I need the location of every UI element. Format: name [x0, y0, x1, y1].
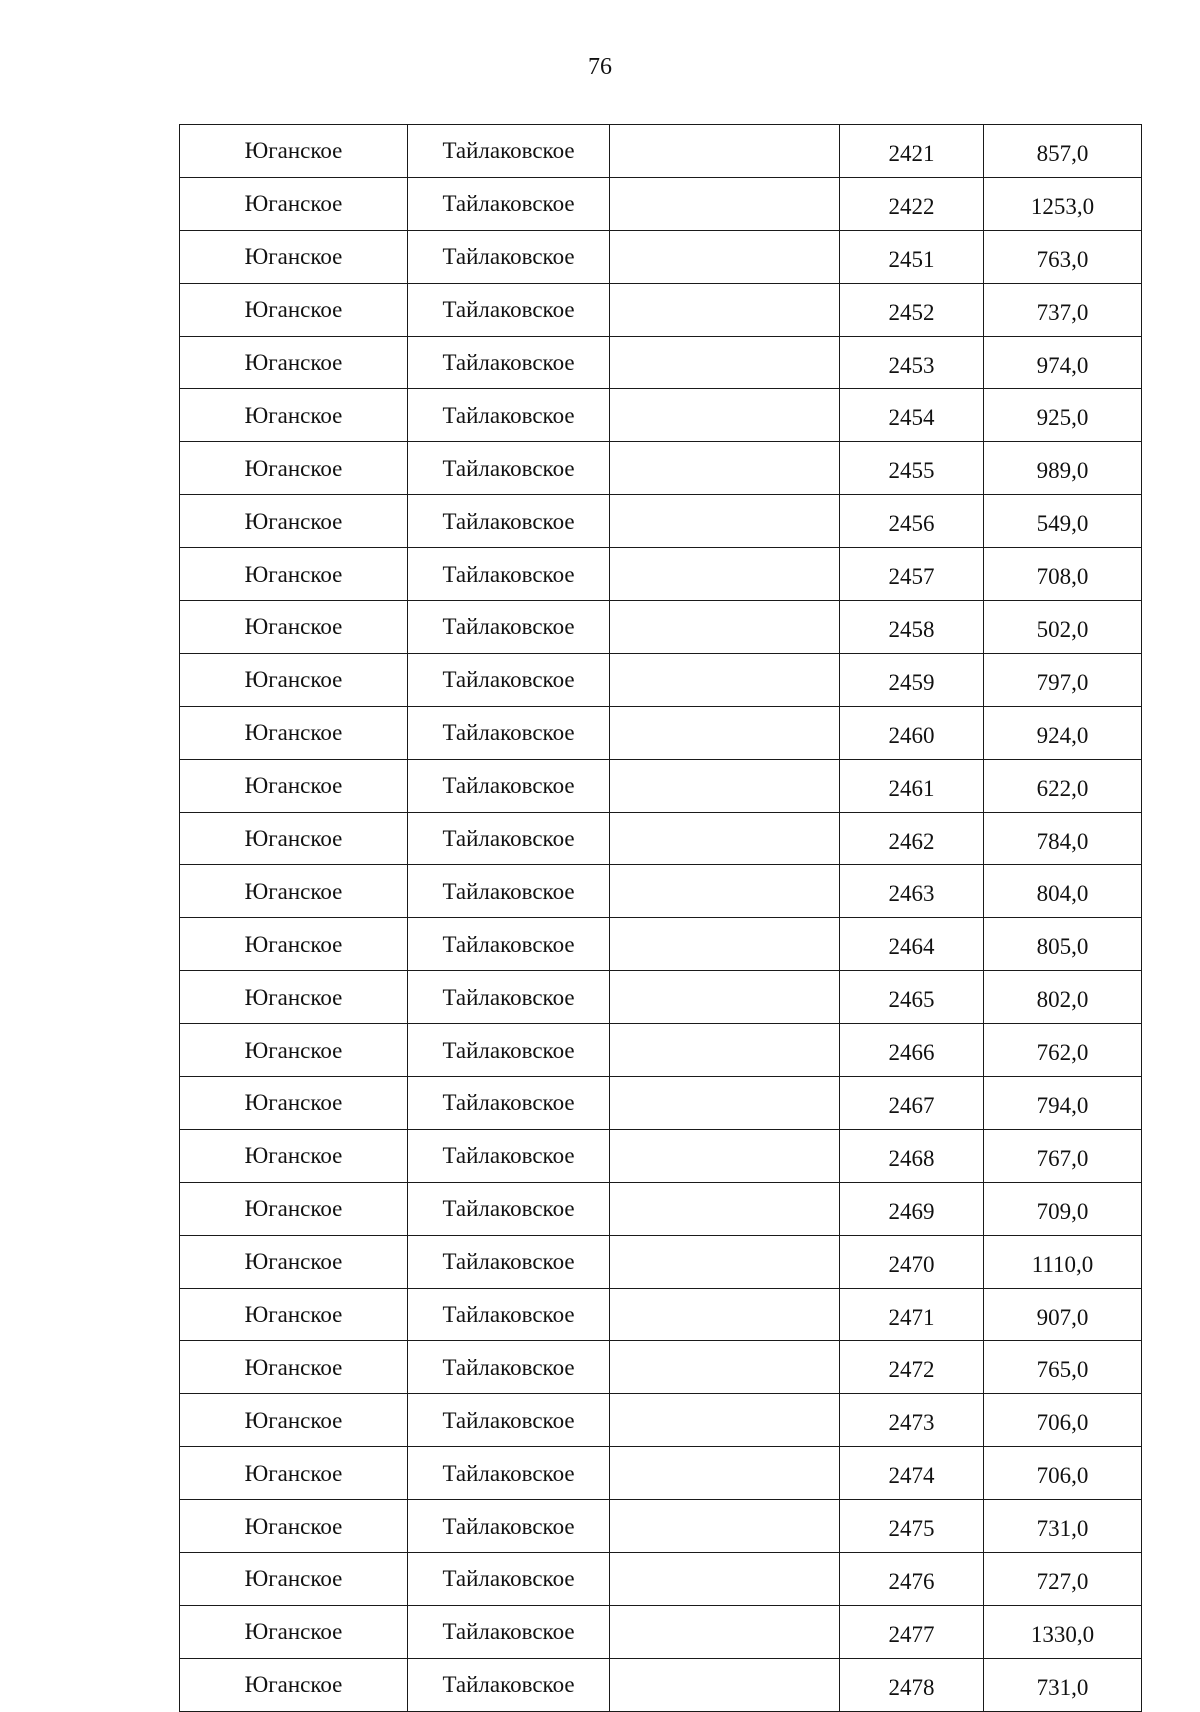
note-cell	[610, 1077, 840, 1130]
value-cell: 802,0	[984, 971, 1142, 1024]
code-cell: 2421	[840, 125, 984, 178]
table-row	[180, 706, 1142, 759]
value-cell: 804,0	[984, 865, 1142, 918]
field-cell: Тайлаковское	[408, 759, 610, 812]
value-cell: 706,0	[984, 1447, 1142, 1500]
region-cell: Юганское	[180, 389, 408, 442]
field-cell: Тайлаковское	[408, 1341, 610, 1394]
code-cell: 2460	[840, 706, 984, 759]
note-cell	[610, 1182, 840, 1235]
note-cell	[610, 283, 840, 336]
code-cell: 2466	[840, 1024, 984, 1077]
region-cell: Юганское	[180, 1129, 408, 1182]
value-cell: 709,0	[984, 1182, 1142, 1235]
note-cell	[610, 1447, 840, 1500]
table-row	[180, 653, 1142, 706]
value-cell: 1110,0	[984, 1235, 1142, 1288]
region-cell: Юганское	[180, 548, 408, 601]
field-cell: Тайлаковское	[408, 706, 610, 759]
field-cell: Тайлаковское	[408, 125, 610, 178]
note-cell	[610, 1500, 840, 1553]
region-cell: Юганское	[180, 918, 408, 971]
region-cell: Юганское	[180, 1341, 408, 1394]
note-cell	[610, 548, 840, 601]
code-cell: 2459	[840, 653, 984, 706]
field-cell: Тайлаковское	[408, 918, 610, 971]
table-row	[180, 1024, 1142, 1077]
code-cell: 2457	[840, 548, 984, 601]
region-cell: Юганское	[180, 1235, 408, 1288]
code-cell: 2462	[840, 812, 984, 865]
region-cell: Юганское	[180, 1077, 408, 1130]
table-row	[180, 495, 1142, 548]
table-row	[180, 1341, 1142, 1394]
region-cell: Юганское	[180, 442, 408, 495]
note-cell	[610, 918, 840, 971]
note-cell	[610, 389, 840, 442]
value-cell: 737,0	[984, 283, 1142, 336]
field-cell: Тайлаковское	[408, 1500, 610, 1553]
field-cell: Тайлаковское	[408, 283, 610, 336]
region-cell: Юганское	[180, 812, 408, 865]
region-cell: Юганское	[180, 230, 408, 283]
region-cell: Юганское	[180, 601, 408, 654]
field-cell: Тайлаковское	[408, 812, 610, 865]
code-cell: 2452	[840, 283, 984, 336]
table-row	[180, 1394, 1142, 1447]
field-cell: Тайлаковское	[408, 1077, 610, 1130]
field-cell: Тайлаковское	[408, 865, 610, 918]
region-cell: Юганское	[180, 1394, 408, 1447]
region-cell: Юганское	[180, 1024, 408, 1077]
table-row	[180, 125, 1142, 178]
field-cell: Тайлаковское	[408, 495, 610, 548]
region-cell: Юганское	[180, 865, 408, 918]
value-cell: 805,0	[984, 918, 1142, 971]
code-cell: 2467	[840, 1077, 984, 1130]
region-cell: Юганское	[180, 1182, 408, 1235]
region-cell: Юганское	[180, 759, 408, 812]
value-cell: 1253,0	[984, 177, 1142, 230]
data-table	[179, 124, 1142, 1712]
table-row	[180, 601, 1142, 654]
note-cell	[610, 601, 840, 654]
value-cell: 974,0	[984, 336, 1142, 389]
code-cell: 2476	[840, 1553, 984, 1606]
note-cell	[610, 971, 840, 1024]
table-row	[180, 283, 1142, 336]
value-cell: 1330,0	[984, 1605, 1142, 1658]
region-cell: Юганское	[180, 1605, 408, 1658]
code-cell: 2470	[840, 1235, 984, 1288]
table-row	[180, 1235, 1142, 1288]
table-row	[180, 812, 1142, 865]
region-cell: Юганское	[180, 706, 408, 759]
field-cell: Тайлаковское	[408, 177, 610, 230]
value-cell: 622,0	[984, 759, 1142, 812]
field-cell: Тайлаковское	[408, 1235, 610, 1288]
field-cell: Тайлаковское	[408, 230, 610, 283]
note-cell	[610, 1235, 840, 1288]
field-cell: Тайлаковское	[408, 336, 610, 389]
field-cell: Тайлаковское	[408, 653, 610, 706]
table-row	[180, 1605, 1142, 1658]
table-row	[180, 389, 1142, 442]
value-cell: 727,0	[984, 1553, 1142, 1606]
value-cell: 767,0	[984, 1129, 1142, 1182]
code-cell: 2456	[840, 495, 984, 548]
table-row	[180, 1500, 1142, 1553]
region-cell: Юганское	[180, 1553, 408, 1606]
value-cell: 502,0	[984, 601, 1142, 654]
code-cell: 2461	[840, 759, 984, 812]
note-cell	[610, 177, 840, 230]
field-cell: Тайлаковское	[408, 1447, 610, 1500]
value-cell: 549,0	[984, 495, 1142, 548]
region-cell: Юганское	[180, 177, 408, 230]
value-cell: 706,0	[984, 1394, 1142, 1447]
page-number: 76	[588, 54, 612, 80]
region-cell: Юганское	[180, 283, 408, 336]
value-cell: 989,0	[984, 442, 1142, 495]
code-cell: 2468	[840, 1129, 984, 1182]
region-cell: Юганское	[180, 653, 408, 706]
table-row	[180, 230, 1142, 283]
note-cell	[610, 812, 840, 865]
field-cell: Тайлаковское	[408, 548, 610, 601]
value-cell: 731,0	[984, 1658, 1142, 1711]
code-cell: 2451	[840, 230, 984, 283]
value-cell: 763,0	[984, 230, 1142, 283]
code-cell: 2477	[840, 1605, 984, 1658]
code-cell: 2463	[840, 865, 984, 918]
table-row	[180, 177, 1142, 230]
value-cell: 857,0	[984, 125, 1142, 178]
note-cell	[610, 336, 840, 389]
note-cell	[610, 1394, 840, 1447]
code-cell: 2471	[840, 1288, 984, 1341]
note-cell	[610, 442, 840, 495]
table-row	[180, 1658, 1142, 1711]
value-cell: 708,0	[984, 548, 1142, 601]
code-cell: 2472	[840, 1341, 984, 1394]
note-cell	[610, 1129, 840, 1182]
table-row	[180, 1447, 1142, 1500]
region-cell: Юганское	[180, 1500, 408, 1553]
region-cell: Юганское	[180, 495, 408, 548]
code-cell: 2473	[840, 1394, 984, 1447]
code-cell: 2458	[840, 601, 984, 654]
field-cell: Тайлаковское	[408, 1129, 610, 1182]
region-cell: Юганское	[180, 1658, 408, 1711]
note-cell	[610, 230, 840, 283]
field-cell: Тайлаковское	[408, 1394, 610, 1447]
table-body	[180, 125, 1142, 1712]
code-cell: 2455	[840, 442, 984, 495]
field-cell: Тайлаковское	[408, 1182, 610, 1235]
value-cell: 925,0	[984, 389, 1142, 442]
value-cell: 784,0	[984, 812, 1142, 865]
table-row	[180, 1129, 1142, 1182]
region-cell: Юганское	[180, 125, 408, 178]
note-cell	[610, 653, 840, 706]
value-cell: 924,0	[984, 706, 1142, 759]
field-cell: Тайлаковское	[408, 1658, 610, 1711]
field-cell: Тайлаковское	[408, 1288, 610, 1341]
value-cell: 765,0	[984, 1341, 1142, 1394]
field-cell: Тайлаковское	[408, 442, 610, 495]
field-cell: Тайлаковское	[408, 601, 610, 654]
code-cell: 2464	[840, 918, 984, 971]
field-cell: Тайлаковское	[408, 1605, 610, 1658]
code-cell: 2465	[840, 971, 984, 1024]
table-row	[180, 971, 1142, 1024]
table-row	[180, 865, 1142, 918]
region-cell: Юганское	[180, 336, 408, 389]
note-cell	[610, 759, 840, 812]
code-cell: 2478	[840, 1658, 984, 1711]
code-cell: 2474	[840, 1447, 984, 1500]
code-cell: 2469	[840, 1182, 984, 1235]
field-cell: Тайлаковское	[408, 1553, 610, 1606]
table-row	[180, 1077, 1142, 1130]
note-cell	[610, 1658, 840, 1711]
note-cell	[610, 1341, 840, 1394]
note-cell	[610, 1605, 840, 1658]
note-cell	[610, 1553, 840, 1606]
table-row	[180, 336, 1142, 389]
value-cell: 794,0	[984, 1077, 1142, 1130]
table-row	[180, 1553, 1142, 1606]
note-cell	[610, 495, 840, 548]
region-cell: Юганское	[180, 1288, 408, 1341]
field-cell: Тайлаковское	[408, 971, 610, 1024]
table-row	[180, 918, 1142, 971]
note-cell	[610, 1288, 840, 1341]
table-row	[180, 442, 1142, 495]
table-row	[180, 1182, 1142, 1235]
value-cell: 797,0	[984, 653, 1142, 706]
region-cell: Юганское	[180, 1447, 408, 1500]
table-row	[180, 548, 1142, 601]
code-cell: 2453	[840, 336, 984, 389]
code-cell: 2454	[840, 389, 984, 442]
field-cell: Тайлаковское	[408, 389, 610, 442]
note-cell	[610, 706, 840, 759]
value-cell: 762,0	[984, 1024, 1142, 1077]
note-cell	[610, 1024, 840, 1077]
code-cell: 2475	[840, 1500, 984, 1553]
value-cell: 907,0	[984, 1288, 1142, 1341]
table-row	[180, 759, 1142, 812]
region-cell: Юганское	[180, 971, 408, 1024]
code-cell: 2422	[840, 177, 984, 230]
table-row	[180, 1288, 1142, 1341]
field-cell: Тайлаковское	[408, 1024, 610, 1077]
note-cell	[610, 125, 840, 178]
value-cell: 731,0	[984, 1500, 1142, 1553]
note-cell	[610, 865, 840, 918]
